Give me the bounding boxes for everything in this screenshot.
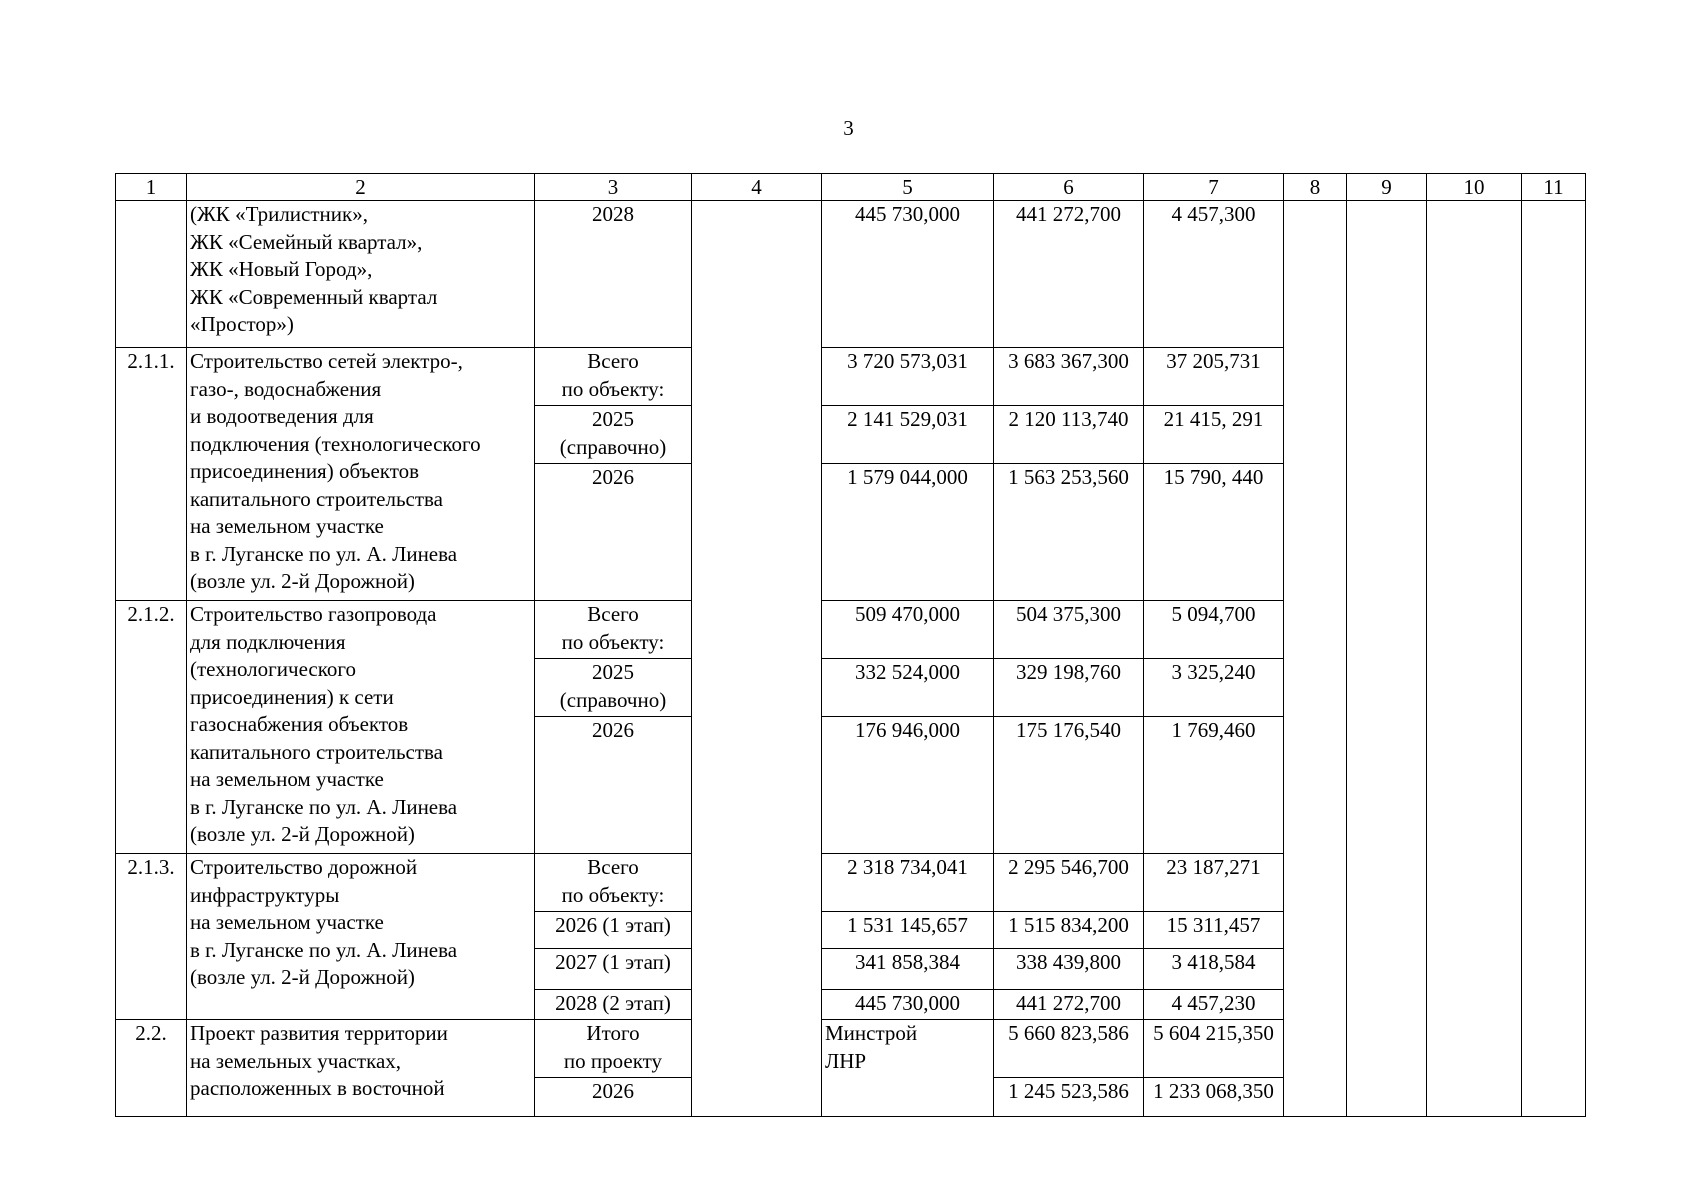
item-name-cell: Строительство сетей электро-, газо-, водоснабжения и водоотведения для подключения (технологического присоединения) объектов капитального строительства на земельном участке в г. Луганске по ул. А. Линева (возле ул. 2-й Дорожной): [187, 348, 535, 601]
column-number-cell: 3: [535, 174, 692, 201]
page-number: 3: [843, 116, 854, 140]
total-amount-cell: 2 141 529,031: [822, 406, 994, 464]
regional-amount-cell: 15 790, 440: [1144, 464, 1284, 601]
regional-amount-cell: 1 769,460: [1144, 717, 1284, 854]
total-amount-cell: 445 730,000: [822, 201, 994, 348]
federal-amount-cell: 5 604 215,350: [1144, 1020, 1284, 1078]
empty-cell: [1347, 201, 1427, 1117]
period-cell: 2026: [535, 717, 692, 854]
regional-amount-cell: 4 457,300: [1144, 201, 1284, 348]
table-row: [116, 201, 1586, 348]
total-amount-cell: 5 660 823,586: [994, 1020, 1144, 1078]
item-name-cell: Строительство дорожной инфраструктуры на земельном участке в г. Луганске по ул. А. Линева (возле ул. 2-й Дорожной): [187, 854, 535, 1020]
item-number-cell: 2.2.: [116, 1020, 187, 1117]
item-number-cell: 2.1.1.: [116, 348, 187, 601]
regional-amount-cell: 3 325,240: [1144, 659, 1284, 717]
regional-amount-cell: 23 187,271: [1144, 854, 1284, 912]
total-amount-cell: 445 730,000: [822, 990, 994, 1020]
column-number-cell: 11: [1522, 174, 1586, 201]
federal-amount-cell: 2 120 113,740: [994, 406, 1144, 464]
empty-cell: [1427, 201, 1522, 1117]
federal-amount-cell: 338 439,800: [994, 949, 1144, 990]
total-amount-cell: 3 720 573,031: [822, 348, 994, 406]
item-number-cell: [116, 201, 187, 348]
item-number-cell: 2.1.3.: [116, 854, 187, 1020]
total-amount-cell: 509 470,000: [822, 601, 994, 659]
regional-amount-cell: 3 418,584: [1144, 949, 1284, 990]
regional-amount-cell: 4 457,230: [1144, 990, 1284, 1020]
total-amount-cell: 2 318 734,041: [822, 854, 994, 912]
column-number-cell: 9: [1347, 174, 1427, 201]
period-cell: 2026: [535, 464, 692, 601]
column-number-row: [116, 174, 1586, 201]
federal-amount-cell: 504 375,300: [994, 601, 1144, 659]
empty-cell: [1284, 201, 1347, 1117]
total-amount-cell: 176 946,000: [822, 717, 994, 854]
column-number-cell: 6: [994, 174, 1144, 201]
total-amount-cell: 332 524,000: [822, 659, 994, 717]
period-cell: Итого по проекту: [535, 1020, 692, 1078]
period-cell: 2026 (1 этап): [535, 912, 692, 949]
federal-amount-cell: 2 295 546,700: [994, 854, 1144, 912]
column-number-cell: 1: [116, 174, 187, 201]
column-number-cell: 2: [187, 174, 535, 201]
total-amount-cell: 1 531 145,657: [822, 912, 994, 949]
federal-amount-cell: 441 272,700: [994, 990, 1144, 1020]
federal-amount-cell: 441 272,700: [994, 201, 1144, 348]
total-amount-cell: 341 858,384: [822, 949, 994, 990]
period-cell: 2028 (2 этап): [535, 990, 692, 1020]
regional-amount-cell: 37 205,731: [1144, 348, 1284, 406]
federal-amount-cell: 3 683 367,300: [994, 348, 1144, 406]
column-number-cell: 10: [1427, 174, 1522, 201]
period-cell: 2025 (справочно): [535, 659, 692, 717]
regional-amount-cell: 21 415, 291: [1144, 406, 1284, 464]
period-cell: Всего по объекту:: [535, 348, 692, 406]
federal-amount-cell: 175 176,540: [994, 717, 1144, 854]
item-number-cell: 2.1.2.: [116, 601, 187, 854]
column-number-cell: 7: [1144, 174, 1284, 201]
federal-amount-cell: 1 233 068,350: [1144, 1078, 1284, 1117]
total-amount-cell: 1 245 523,586: [994, 1078, 1144, 1117]
column-number-cell: 5: [822, 174, 994, 201]
federal-amount-cell: 1 515 834,200: [994, 912, 1144, 949]
period-cell: 2025 (справочно): [535, 406, 692, 464]
budget-table: [115, 173, 1586, 1117]
item-name-cell: Строительство газопровода для подключения (технологического присоединения) к сети газоснабжения объектов капитального строительства на земельном участке в г. Луганске по ул. А. Линева (возле ул. 2-й Дорожной): [187, 601, 535, 854]
executor-cell: [692, 201, 822, 1117]
regional-amount-cell: 5 094,700: [1144, 601, 1284, 659]
period-cell: 2026: [535, 1078, 692, 1117]
total-amount-cell: 1 579 044,000: [822, 464, 994, 601]
column-number-cell: 4: [692, 174, 822, 201]
regional-amount-cell: 15 311,457: [1144, 912, 1284, 949]
executor-cell: Минстрой ЛНР: [822, 1020, 994, 1117]
period-cell: Всего по объекту:: [535, 601, 692, 659]
column-number-cell: 8: [1284, 174, 1347, 201]
federal-amount-cell: 1 563 253,560: [994, 464, 1144, 601]
item-name-cell: (ЖК «Трилистник», ЖК «Семейный квартал», ЖК «Новый Город», ЖК «Современный квартал «Простор»): [187, 201, 535, 348]
federal-amount-cell: 329 198,760: [994, 659, 1144, 717]
period-cell: 2027 (1 этап): [535, 949, 692, 990]
empty-cell: [1522, 201, 1586, 1117]
period-cell: 2028: [535, 201, 692, 348]
item-name-cell: Проект развития территории на земельных участках, расположенных в восточной: [187, 1020, 535, 1117]
period-cell: Всего по объекту:: [535, 854, 692, 912]
